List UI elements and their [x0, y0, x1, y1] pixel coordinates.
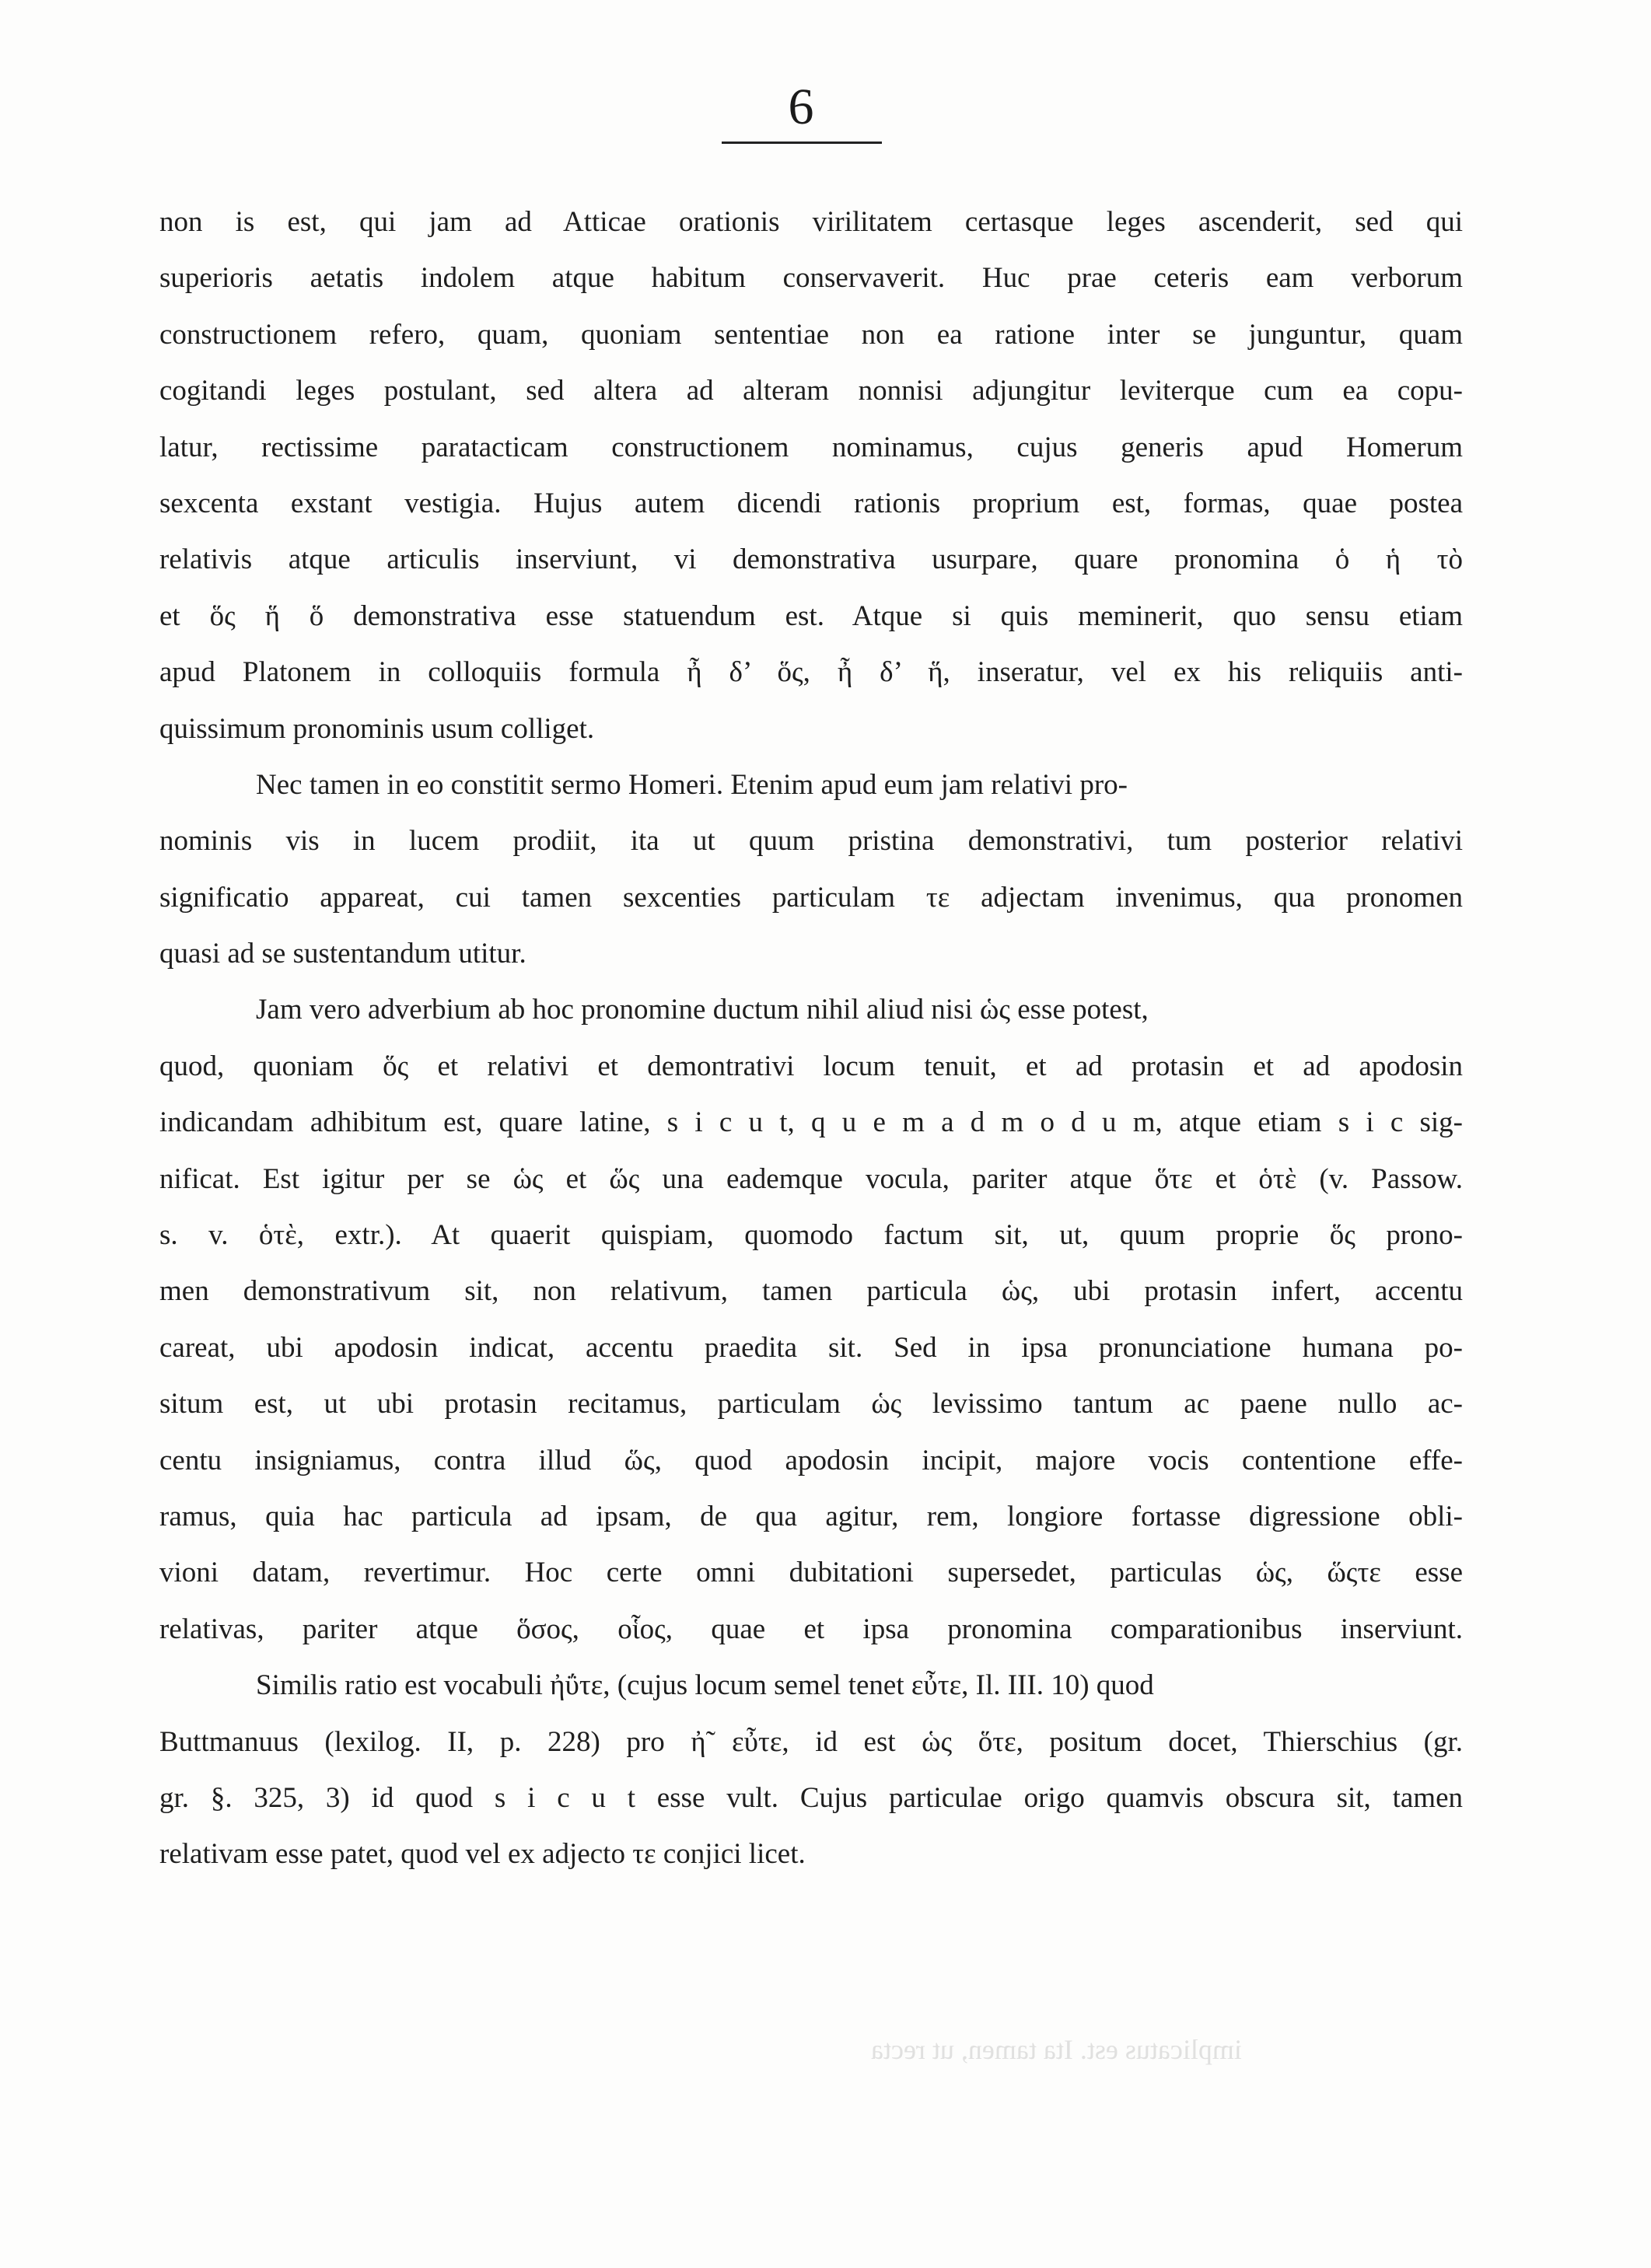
text-line: superioris aetatis indolem atque habitum conservaverit. Huc prae ceteris eam verborum [159, 262, 1463, 295]
text-line: gr. §. 325, 3) id quod s i c u t esse vult. Cujus particulae origo quamvis obscura sit, tamen [159, 1781, 1463, 1814]
text-line: careat, ubi apodosin indicat, accentu praedita sit. Sed in ipsa pronunciatione humana po- [159, 1331, 1463, 1364]
text-line: vioni datam, revertimur. Hoc certe omni dubitationi supersedet, particulas ὡς, ὥςτε esse [159, 1557, 1463, 1589]
text-line: Buttmanuus (lexilog. II, p. 228) pro ἠ̃ εὖτε, id est ὡς ὅτε, positum docet, Thierschius (gr. [159, 1725, 1463, 1758]
text-line: significatio appareat, cui tamen sexcenties particulam τε adjectam invenimus, qua pronomen [159, 881, 1463, 914]
text-line: Similis ratio est vocabuli ἠΰτε, (cujus locum semel tenet εὖτε, Il. III. 10) quod [256, 1669, 1154, 1702]
text-line: Nec tamen in eo constitit sermo Homeri. Etenim apud eum jam relativi pro- [256, 768, 1128, 801]
text-line: quod, quoniam ὅς et relativi et demontrativi locum tenuit, et ad protasin et ad apodosin [159, 1050, 1463, 1082]
text-line: non is est, qui jam ad Atticae orationis virilitatem certasque leges ascenderit, sed qui [159, 206, 1463, 238]
text-line: apud Platonem in colloquiis formula ἦ δ’ ὅς, ἦ δ’ ἥ, inseratur, vel ex his reliquiis anti- [159, 656, 1463, 689]
text-line: constructionem refero, quam, quoniam sententiae non ea ratione inter se junguntur, quam [159, 318, 1463, 351]
text-line: centu insigniamus, contra illud ὥς, quod apodosin incipit, majore vocis contentione effe- [159, 1444, 1463, 1476]
text-line: sexcenta exstant vestigia. Hujus autem dicendi rationis proprium est, formas, quae postea [159, 487, 1463, 519]
text-line: s. v. ὁτὲ, extr.). At quaerit quispiam, quomodo factum sit, ut, quum proprie ὅς prono- [159, 1219, 1463, 1252]
text-line: men demonstrativum sit, non relativum, tamen particula ὡς, ubi protasin infert, accentu [159, 1275, 1463, 1308]
text-line: quasi ad se sustentandum utitur. [159, 938, 526, 970]
text-line: cogitandi leges postulant, sed altera ad alteram nonnisi adjungitur leviterque cum ea copu- [159, 375, 1463, 407]
text-line: ramus, quia hac particula ad ipsam, de qua agitur, rem, longiore fortasse digressione obli- [159, 1500, 1463, 1532]
text-line: situm est, ut ubi protasin recitamus, particulam ὡς levissimo tantum ac paene nullo ac- [159, 1388, 1463, 1421]
page-number: 6 [788, 79, 814, 135]
text-line: relativam esse patet, quod vel ex adjecto τε conjici licet. [159, 1838, 806, 1871]
show-through-text: implicatus est. Ita tamen, ut recta [871, 2034, 1242, 2065]
text-line: indicandam adhibitum est, quare latine, s i c u t, q u e m a d m o d u m, atque etiam s i c sig- [159, 1106, 1463, 1139]
text-line: latur, rectissime paratacticam constructionem nominamus, cujus generis apud Homerum [159, 431, 1463, 463]
text-line: Jam vero adverbium ab hoc pronomine ductum nihil aliud nisi ὡς esse potest, [256, 994, 1149, 1026]
page-number-rule [722, 142, 882, 144]
text-line: et ὅς ἥ ὅ demonstrativa esse statuendum est. Atque si quis meminerit, quo sensu etiam [159, 599, 1463, 632]
text-line: relativas, pariter atque ὅσος, οἷος, quae et ipsa pronomina comparationibus inserviunt. [159, 1613, 1463, 1645]
body-text [159, 194, 1463, 1883]
text-line: quissimum pronominis usum colliget. [159, 712, 595, 745]
text-line: nificat. Est igitur per se ὡς et ὥς una eademque vocula, pariter atque ὅτε et ὁτὲ (v. Passow. [159, 1162, 1463, 1195]
text-line: relativis atque articulis inserviunt, vi demonstrativa usurpare, quare pronomina ὁ ἡ τὸ [159, 543, 1463, 576]
text-line: nominis vis in lucem prodiit, ita ut quum pristina demonstrativi, tum posterior relativi [159, 825, 1463, 858]
